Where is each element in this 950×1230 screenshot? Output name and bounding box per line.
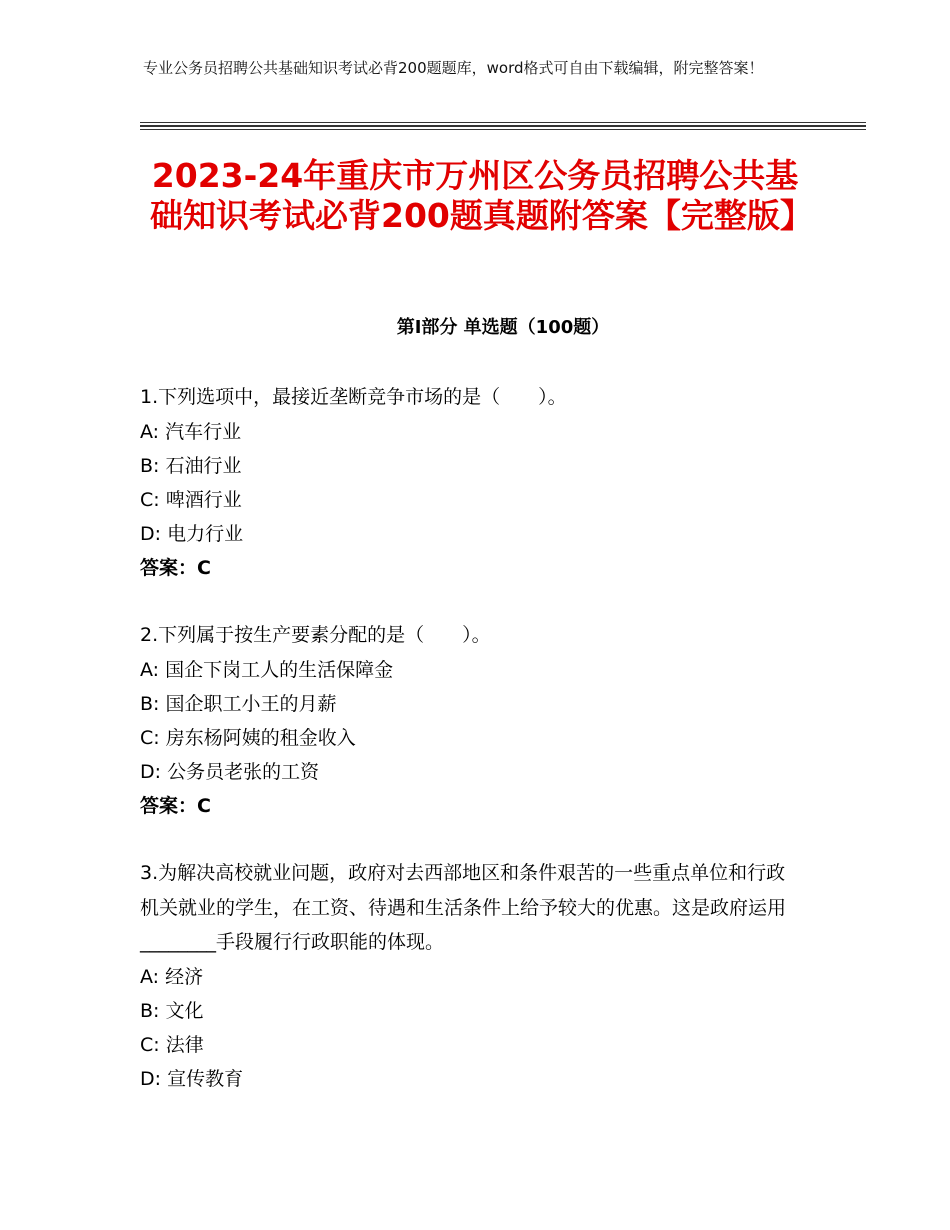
header-divider xyxy=(140,122,866,123)
option-d: D: 电力行业 xyxy=(140,522,244,545)
option-c: C: 法律 xyxy=(140,1033,204,1056)
section-title: 第Ⅰ部分 单选题（100题） xyxy=(396,317,610,338)
answer: 答案：C xyxy=(140,556,211,579)
question-stem: 2.下列属于按生产要素分配的是（ ）。 xyxy=(140,624,491,646)
document-title: 2023-24年重庆市万州区公务员招聘公共基础知识考试必背200题真题附答案【完整版】 xyxy=(150,156,813,235)
question-stem: 3.为解决高校就业问题，政府对去西部地区和条件艰苦的一些重点单位和行政机关就业的学生，在工资、待遇和生活条件上给予较大的优惠。这是政府运用________手段履行行政职能的体现。 xyxy=(140,862,787,953)
option-c: C: 房东杨阿姨的租金收入 xyxy=(140,726,356,749)
option-d: D: 公务员老张的工资 xyxy=(140,760,320,783)
option-c: C: 啤酒行业 xyxy=(140,488,242,511)
header-divider-thick xyxy=(140,125,866,127)
option-a: A: 经济 xyxy=(140,965,204,988)
question-3 xyxy=(140,856,800,1096)
option-b: B: 文化 xyxy=(140,999,204,1022)
option-a: A: 国企下岗工人的生活保障金 xyxy=(140,658,394,681)
header-divider-bottom xyxy=(140,129,866,130)
option-d: D: 宣传教育 xyxy=(140,1067,244,1090)
header-note: 专业公务员招聘公共基础知识考试必背200题题库，word格式可自由下载编辑，附完整答案！ xyxy=(143,59,764,77)
question-2 xyxy=(140,618,800,823)
option-b: B: 国企职工小王的月薪 xyxy=(140,692,337,715)
option-a: A: 汽车行业 xyxy=(140,420,242,443)
option-b: B: 石油行业 xyxy=(140,454,242,477)
answer: 答案：C xyxy=(140,794,211,817)
question-stem: 1.下列选项中，最接近垄断竞争市场的是（ ）。 xyxy=(140,386,567,408)
question-1 xyxy=(140,380,800,585)
